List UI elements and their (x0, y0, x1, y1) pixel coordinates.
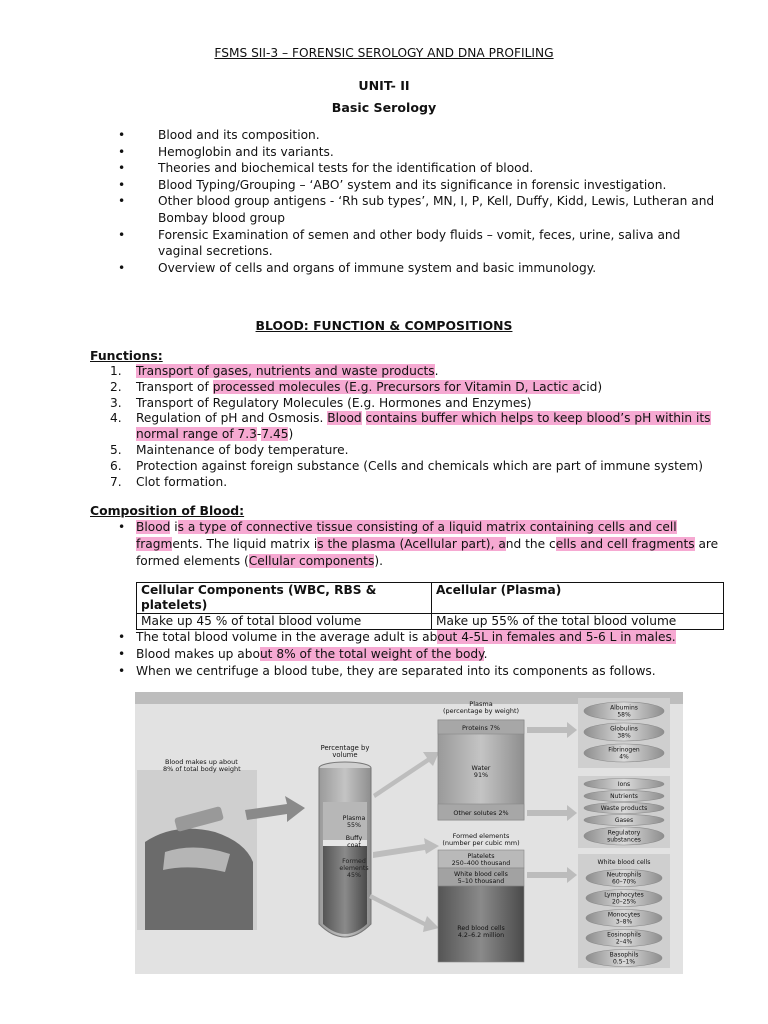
section-title: BLOOD: FUNCTION & COMPOSITIONS (255, 318, 513, 333)
pct-volume-label: Percentage by volume (320, 744, 370, 759)
text-run: are formed elements ( (136, 537, 719, 568)
item-number: 6. (110, 458, 122, 473)
text-run: The total blood volume in the average adult is ab (136, 630, 438, 644)
function-item (110, 475, 726, 491)
list-item: • Hemoglobin and its variants. (118, 144, 728, 161)
component-label: Albumins 58% (610, 704, 638, 719)
list-item: • Blood Typing/Grouping – ‘ABO’ system and its significance in forensic investigation. (118, 177, 728, 194)
text-run: ). (374, 554, 383, 568)
component-label: Basophils 0.5–1% (609, 951, 639, 966)
text-run: cid) (579, 379, 603, 394)
highlighted-text: ells and cell fragments (555, 537, 695, 551)
text-run: ) (288, 427, 294, 442)
component-label: Waste products (600, 805, 648, 812)
text-run: - (256, 427, 262, 442)
text-run: Transport of (136, 379, 213, 394)
item-number: 5. (110, 442, 122, 457)
table-row (137, 614, 724, 630)
text-run: Maintenance of body temperature. (136, 442, 349, 457)
formed-column-heading: Formed elements (number per cubic mm) (442, 832, 520, 847)
list-item: • Overview of cells and organs of immune system and basic immunology. (118, 260, 728, 277)
list-item: • Blood and its composition. (118, 127, 728, 144)
item-number: 2. (110, 379, 122, 394)
component-label: Lymphocytes 20–25% (604, 891, 644, 906)
list-item: • Other blood group antigens - ‘Rh sub types’, MN, I, P, Kell, Duffy, Kidd, Lewis, Lutheran and Bombay blood group (118, 193, 728, 226)
highlighted-text: Cellular components (248, 554, 375, 568)
component-label: Regulatory substances (607, 829, 641, 844)
highlighted-text: Blood (327, 411, 362, 426)
platelets-label: Platelets 250–400 thousand (451, 853, 511, 867)
text-run: ents. The liquid matrix i (172, 537, 318, 551)
component-label: Monocytes 3–8% (607, 911, 641, 926)
text-run: nd the c (505, 537, 556, 551)
table-cell: Make up 45 % of total blood volume (137, 614, 432, 630)
highlighted-text: out 4-5L in females and 5-6 L in males. (437, 630, 676, 644)
item-number: 7. (110, 474, 122, 489)
table-row (137, 583, 724, 614)
highlighted-text: s a type of connective tissue consisting of a liquid matrix containing cells and cell fragm (136, 520, 677, 551)
component-label: Gases (614, 817, 634, 824)
component-label: Nutrients (610, 793, 638, 800)
item-number: 1. (110, 364, 122, 378)
list-item: • Theories and biochemical tests for the identification of blood. (118, 160, 728, 177)
list-item: • Forensic Examination of semen and other body fluids – vomit, feces, urine, saliva and vaginal secretions. (118, 227, 728, 260)
function-item (110, 380, 726, 396)
text-run: Clot formation. (136, 474, 228, 489)
blood-composition-figure (135, 692, 683, 974)
function-item (110, 396, 726, 412)
tube-formed-label: Formed elements 45% (339, 858, 369, 879)
text-run: Transport of Regulatory Molecules (E.g. Hormones and Enzymes) (136, 395, 532, 410)
function-item (110, 459, 726, 475)
table-header-cell: Acellular (Plasma) (432, 583, 724, 614)
highlighted-text: 7.45 (261, 427, 289, 442)
component-label: Ions (617, 781, 631, 788)
text-run: Protection against foreign substance (Cells and chemicals which are part of immune system) (136, 458, 703, 473)
table-header-cell: Cellular Components (WBC, RBS & platelets) (137, 583, 432, 614)
highlighted-text: Transport of gases, nutrients and waste products (136, 364, 435, 378)
syllabus-list (118, 127, 728, 276)
component-label: Eosinophils 2–4% (607, 931, 641, 946)
component-label: Globulins 38% (610, 725, 638, 740)
component-label: Neutrophils 60–70% (606, 871, 642, 886)
tube-buffy-label: Buffy coat (345, 835, 363, 849)
text-run: i (170, 520, 178, 534)
course-title: FSMS SII-3 – FORENSIC SEROLOGY AND DNA PROFILING (214, 46, 554, 60)
functions-heading: Functions: (90, 348, 163, 363)
functions-list (110, 364, 726, 490)
function-item (110, 364, 726, 380)
plasma-column-heading: Plasma (percentage by weight) (442, 700, 520, 715)
highlighted-text: processed molecules (E.g. Precursors for Vitamin D, Lactic a (212, 379, 580, 394)
composition-heading: Composition of Blood: (90, 503, 245, 518)
figure-svg (135, 692, 683, 974)
component-label: Fibrinogen 4% (608, 746, 640, 761)
topic-heading: Basic Serology (331, 100, 437, 115)
highlighted-text: s the plasma (Acellular part), a (317, 537, 506, 551)
table-cell: Make up 55% of the total blood volume (432, 614, 724, 630)
wbc-label: White blood cells 5–10 thousand (454, 871, 508, 885)
text-run: Regulation of pH and Osmosis. (136, 411, 328, 426)
body-weight-caption: Blood makes up about 8% of total body weight (163, 758, 241, 773)
text-run: When we centrifuge a blood tube, they are separated into its components as follows. (136, 664, 656, 678)
composition-table (136, 582, 724, 630)
highlighted-text: Blood (136, 520, 171, 534)
list-item (118, 519, 726, 570)
list-item (118, 663, 726, 680)
highlighted-text: contains buffer which helps to keep blood’s pH within its normal range of 7.3 (136, 411, 711, 442)
text-run: . (434, 364, 439, 378)
text-run: . (483, 647, 488, 661)
item-number: 3. (110, 395, 122, 410)
function-item (110, 411, 726, 443)
volume-list (118, 629, 726, 680)
item-number: 4. (110, 411, 122, 426)
rbc-label: Red blood cells 4.2–6.2 million (457, 925, 505, 939)
list-item (118, 646, 726, 663)
highlighted-text: ut 8% of the total weight of the body (259, 647, 484, 661)
composition-list (118, 519, 726, 570)
list-item (118, 629, 726, 646)
water-label: Water 91% (471, 764, 491, 779)
text-run (362, 411, 366, 425)
other-solutes-label: Other solutes 2% (453, 809, 509, 817)
unit-heading: UNIT- II (358, 78, 410, 93)
text-run: Blood makes up abo (136, 647, 260, 661)
wbc-panel-heading: White blood cells (597, 859, 651, 866)
function-item (110, 443, 726, 459)
tube-plasma-label: Plasma 55% (342, 815, 366, 829)
proteins-label: Proteins 7% (462, 724, 500, 732)
